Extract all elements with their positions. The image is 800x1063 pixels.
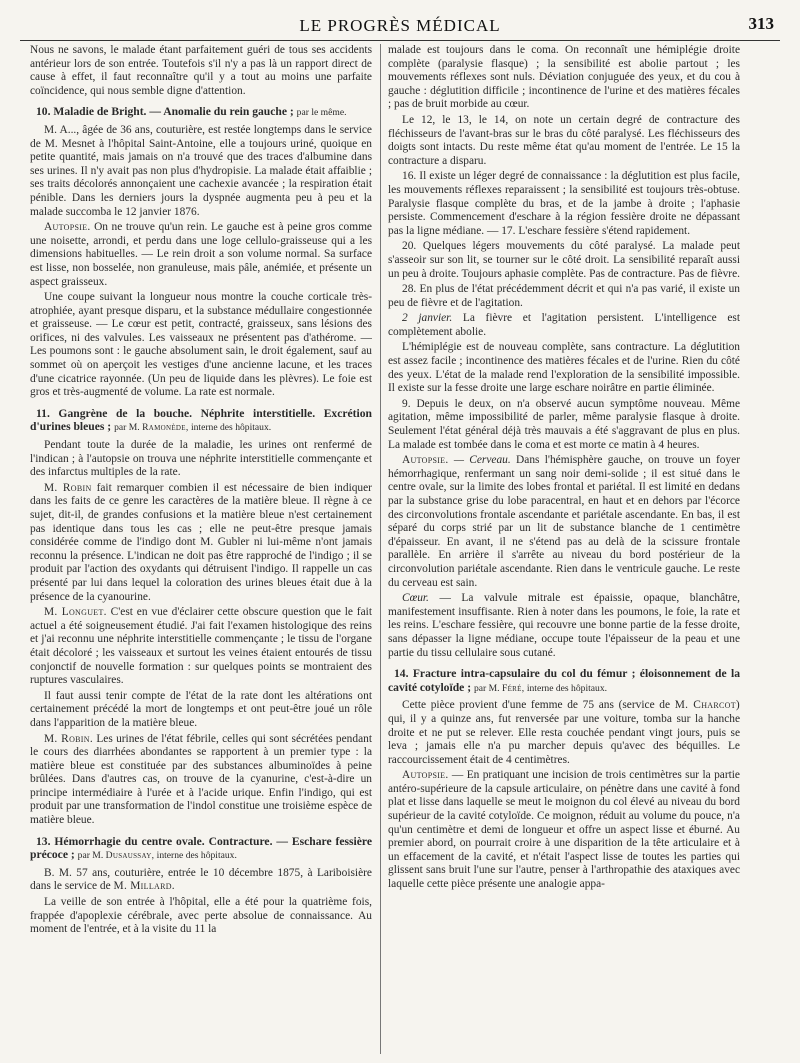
case-13-heart: Cœur. — La valvule mitrale est épaissie, opaque, blanchâtre, manifestement insuffisante. Rien à noter dans les poumons, le foie, la rate et les reins. L'eschare fessière, qui recouvre une bonne partie de la fesse droite, sans dépasser la ligne médiane, occupe toute l'épaisseur de la peau et une partie du tissu cellulaire sous cutané. [388,592,740,659]
case-11-paragraph: M. Longuet. C'est en vue d'éclairer cette obscure question que le fait actuel a été soigneusement étudié. J'ai fait l'examen histologique des reins et j'ai reconnu une néphrite interstitielle commençante ; le tissu de l'organe était décoloré ; les vaisseaux et surtout les veines étaient entourés de tissu conjonctif de nouvelle formation : sur quelques points se montraient des ruptures vasculaires. [30,606,372,687]
case-10-byline: par le même. [296,107,347,119]
case-10-autopsy [30,221,372,289]
speaker-name: M. Robin [44,481,92,494]
speaker-name: M. Longuet. [44,606,107,619]
case-13-paragraph: L'hémiplégie est de nouveau complète, sans contracture. La déglutition est assez facile ; incontinence des matières fécales et de l'urine. Rien du côté des yeux. L'état de la malade rend l'exploration de la sensibilité impossible. Il existe sur la fesse droite une large eschare noirâtre en partie éliminée. [388,341,740,395]
case-13-byline: par M. Dusaussay, interne des hôpitaux. [77,850,237,862]
case-10-paragraph: Une coupe suivant la longueur nous montre la couche corticale très-atrophiée, ayant presque disparu, et la substance médullaire congestionnée et graisseuse. — Le cœur est petit, contracté, graisseux, sans lésions des orifices, ni des valvules. Les vaisseaux ne présentent pas d'athérome. — Les poumons sont : le gauche absolument sain, le droit également, sauf au sommet où on aperçoit les vestiges d'une ancienne lacune, et les traces d'une cicatrice rayonnée. (Un peu de liquide dans les plèvres). Le foie est gros et très-augmenté de volume. La rate est normale. [30,291,372,399]
case-11-paragraph: M. Robin. Les urines de l'état fébrile, celles qui sont sécrétées pendant le cours des diarrhées abondantes se rapportent à un premier type : la matière bleue est constituée par des substances albuminoïdes à peine brûlées. Dans d'autres cas, on trouve de la cyanurine, c'est-à-dire un principe intermédiaire à l'urée et à l'acide urique. Enfin l'indigo, qui est produit par une transformation de l'indol constitue une troisième espèce de matière bleue. [30,732,372,827]
case-11-paragraph: M. Robin fait remarquer combien il est nécessaire de bien indiquer dans les faits de ce genre les caractères de la matière bleue. Il règne à ce sujet, dit-il, de grandes confusions et la matière bleue n'est certainement pas identique dans tous les cas ; elle ne peut-être presque jamais considérée comme de l'indigo dont M. Gubler ni lui-même n'ont jamais reconnu la présence. L'indican ne doit pas être rapproché de l'indigo ; il se produit par l'action des oxydants qui détruisent l'indigo. Il rappelle un cas présenté par lui dans lequel la coloration des urines bleues était due à la présence de la cyanourine. [30,481,372,603]
case-11-byline: par M. Ramonède, interne des hôpitaux. [114,422,272,434]
journal-title: LE PROGRÈS MÉDICAL [299,16,501,35]
case-10-autopsy-text: On ne trouve qu'un rein. Le gauche est à peine gros comme une noisette, arrondi, et perdu dans une loge cellulo-graisseuse qui a les dimensions habituelles. — Le rein droit a son volume normal. Sa surface est lisse, non bosselée, non granuleuse, mais pâle, anémiée, et présente un aspect graisseux. [30,221,372,288]
column-divider [380,44,381,1054]
page-number: 313 [748,14,774,33]
case-13-paragraph: Le 12, le 13, le 14, on note un certain degré de contracture des fléchisseurs de l'avant-bras sur le bras du côté paralysé. Les fléchisseurs des doigts sont intacts. Du reste même état qu'au moment de l'entrée. Le 15 la contracture a disparu. [388,113,740,167]
left-column [30,44,372,1056]
case-10-title: 10. Maladie de Bright. — Anomalie du rein gauche ; [36,105,294,119]
page-header [20,14,780,41]
case-13-paragraph: 28. En plus de l'état précédemment décrit et qui n'a pas varié, il existe un peu de fièvre et de l'agitation. [388,283,740,309]
intro-paragraph: Nous ne savons, le malade étant parfaitement guéri de tous ses accidents antérieur lors de son entrée. Toutefois s'il n'y a pas là un rapport direct de cause à effet, il faut reconnaître qu'il y a tout au moins une parfaite coïncidence, qui nous semble digne d'attention. [30,44,372,97]
case-10-paragraph: M. A..., âgée de 36 ans, couturière, est restée longtemps dans le service de M. Mesnet à l'hôpital Saint-Antoine, elle a toujours uriné, quoique en petite quantité, mais jamais on n'a trouvé que des traces d'albumine dans ses urines. Il n'y avait pas non plus d'hydropisie. La malade était affaiblie ; ses traits décolorés annonçaient une cachexie avancée ; la respiration était pénible. Dans les derniers jours la dyspnée augmenta peu à peu et la malade succomba le 12 janvier 1876. [30,123,372,218]
case-13-paragraph: 2 janvier. La fièvre et l'agitation persistent. L'intelligence est complètement abolie. [388,312,740,338]
case-11-paragraph: Pendant toute la durée de la maladie, les urines ont renfermé de l'indican ; à l'autopsie on trouva une néphrite interstitielle commençante et des infarctus multiples de la rate. [30,439,372,479]
case-14-autopsy: Autopsie. — En pratiquant une incision de trois centimètres sur la partie antéro-supérieure de la capsule articulaire, on pénètre dans une cavité à fond plat et lisse dans laquelle se meut le moignon du col élevé au niveau du bord supérieur de la cavité cotyloïde. Ce moignon, réduit au volume du pouce, n'a qu'un centimètre et demi de longueur et offre un aspect lisse et éburné. Au premier abord, on pourrait croire à une disparition de la tête articulaire et à un effacement de la cavité, et n'était l'aspect lisse de toutes les parties qui glissent sans bruit l'une sur l'autre, penser à l'arthropathie des ataxiques avec laquelle cette pièce présente une analogie appa- [388,769,740,891]
case-14-paragraph: Cette pièce provient d'une femme de 75 ans (service de M. Charcot) qui, il y a quinze ans, fut renversée par une voiture, tomba sur la hanche droite et ne put se relever. Elle resta couchée pendant vingt jours, puis se leva ; jamais elle n'a pu marcher depuis qu'avec des béquilles. Le raccourcissement était de 4 centimètres. [388,699,740,766]
speaker-name: M. Robin. [44,732,93,745]
right-column [388,44,740,1056]
case-11-heading [30,407,372,435]
autopsy-label: Autopsie. [44,221,91,234]
autopsy-label: Autopsie. [402,454,449,467]
case-13-continuation: malade est toujours dans le coma. On reconnaît une hémiplégie droite complète (paralysie flasque) ; la sensibilité est abolie partout ; les mouvements réflexes sont nuls. Déviation conjuguée des yeux, et du cou à gauche : déglutition difficile ; incontinence de l'urine et des matières fécales ; pas de bruit morbide au cœur. [388,44,740,111]
autopsy-label: Autopsie. [402,769,449,782]
case-13-heading [30,835,372,863]
heart-label: Cœur. [402,592,429,605]
case-14-heading [388,667,740,695]
case-13-paragraph: 9. Depuis le deux, on n'a observé aucun symptôme nouveau. Même agitation, même impossibilité de parler, même paralysie flasque à droite. Seulement l'état général déjà très mauvais a été s'aggravant de plus en plus. La malade est tombée dans le coma et est morte ce matin à 4 heures. [388,397,740,451]
case-13-autopsy: Autopsie. — Cerveau. Dans l'hémisphère gauche, on trouve un foyer hémorrhagique, renfermant un sang noir demi-solide ; il est situé dans le centre ovale, sur la limite des lobes frontal et pariétal. Il est limité en dedans par la substance grise du lobe paracentral, en haut et en dehors par l'écorce des circonvolutions frontale ascendante et pariétale ascendante. En bas, il est séparé du corps strié par un lit de substance blanche de 1 centimètre d'épaisseur. En avant, il ne s'étend pas au delà de la scissure frontale parallèle. En arrière il s'arrête au niveau du bord postérieur de la circonvolution pariétale ascendante. Rien dans le ventricule gauche. Le reste du cerveau est sain. [388,454,740,589]
case-13-paragraph: 16. Il existe un léger degré de connaissance : la déglutition est plus facile, les mouvements réflexes reparaissent ; la sensibilité est toujours très-obtuse. Paralysie flasque complète du bras, et de la jambe à droite ; l'aphasie persiste. Commencement d'eschare à la région fessière droite ne dépassant pas la ligne médiane. — 17. L'eschare fessière s'étend rapidement. [388,170,740,237]
case-10-heading [30,105,372,120]
case-14-byline: par M. Féré, interne des hôpitaux. [473,682,608,694]
case-13-paragraph: B. M. 57 ans, couturière, entrée le 10 décembre 1875, à Lariboisière dans le service de M. Millard. [30,866,372,893]
case-14-title: 14. Fracture intra-capsulaire du col du fémur ; éloisonnement de la cavité cotyloïde ; [388,667,740,694]
case-11-title: 11. Gangrène de la bouche. Néphrite interstitielle. Excrétion d'urines bleues ; [30,406,372,434]
case-13-paragraph: La veille de son entrée à l'hôpital, elle a été pour la quatrième fois, frappée d'apoplexie cérébrale, avec perte absolue de connaissance. Au moment de l'entrée, et à la visite du 11 la [30,896,372,936]
case-13-paragraph: 20. Quelques légers mouvements du côté paralysé. La malade peut s'asseoir sur son lit, se tourner sur le côté droit. La sensibilité reparaît aussi un peu à droite. Toujours aphasie complète. Pas de contracture. Pas de fièvre. [388,240,740,280]
date-label: 2 janvier. [402,312,453,325]
case-11-paragraph: Il faut aussi tenir compte de l'état de la rate dont les altérations ont certainement précédé la mort de longtemps et ont peut-être joué un rôle dans l'apparition de la matière bleue. [30,689,372,729]
case-13-title: 13. Hémorrhagie du centre ovale. Contracture. — Eschare fessière précoce ; [30,834,372,862]
